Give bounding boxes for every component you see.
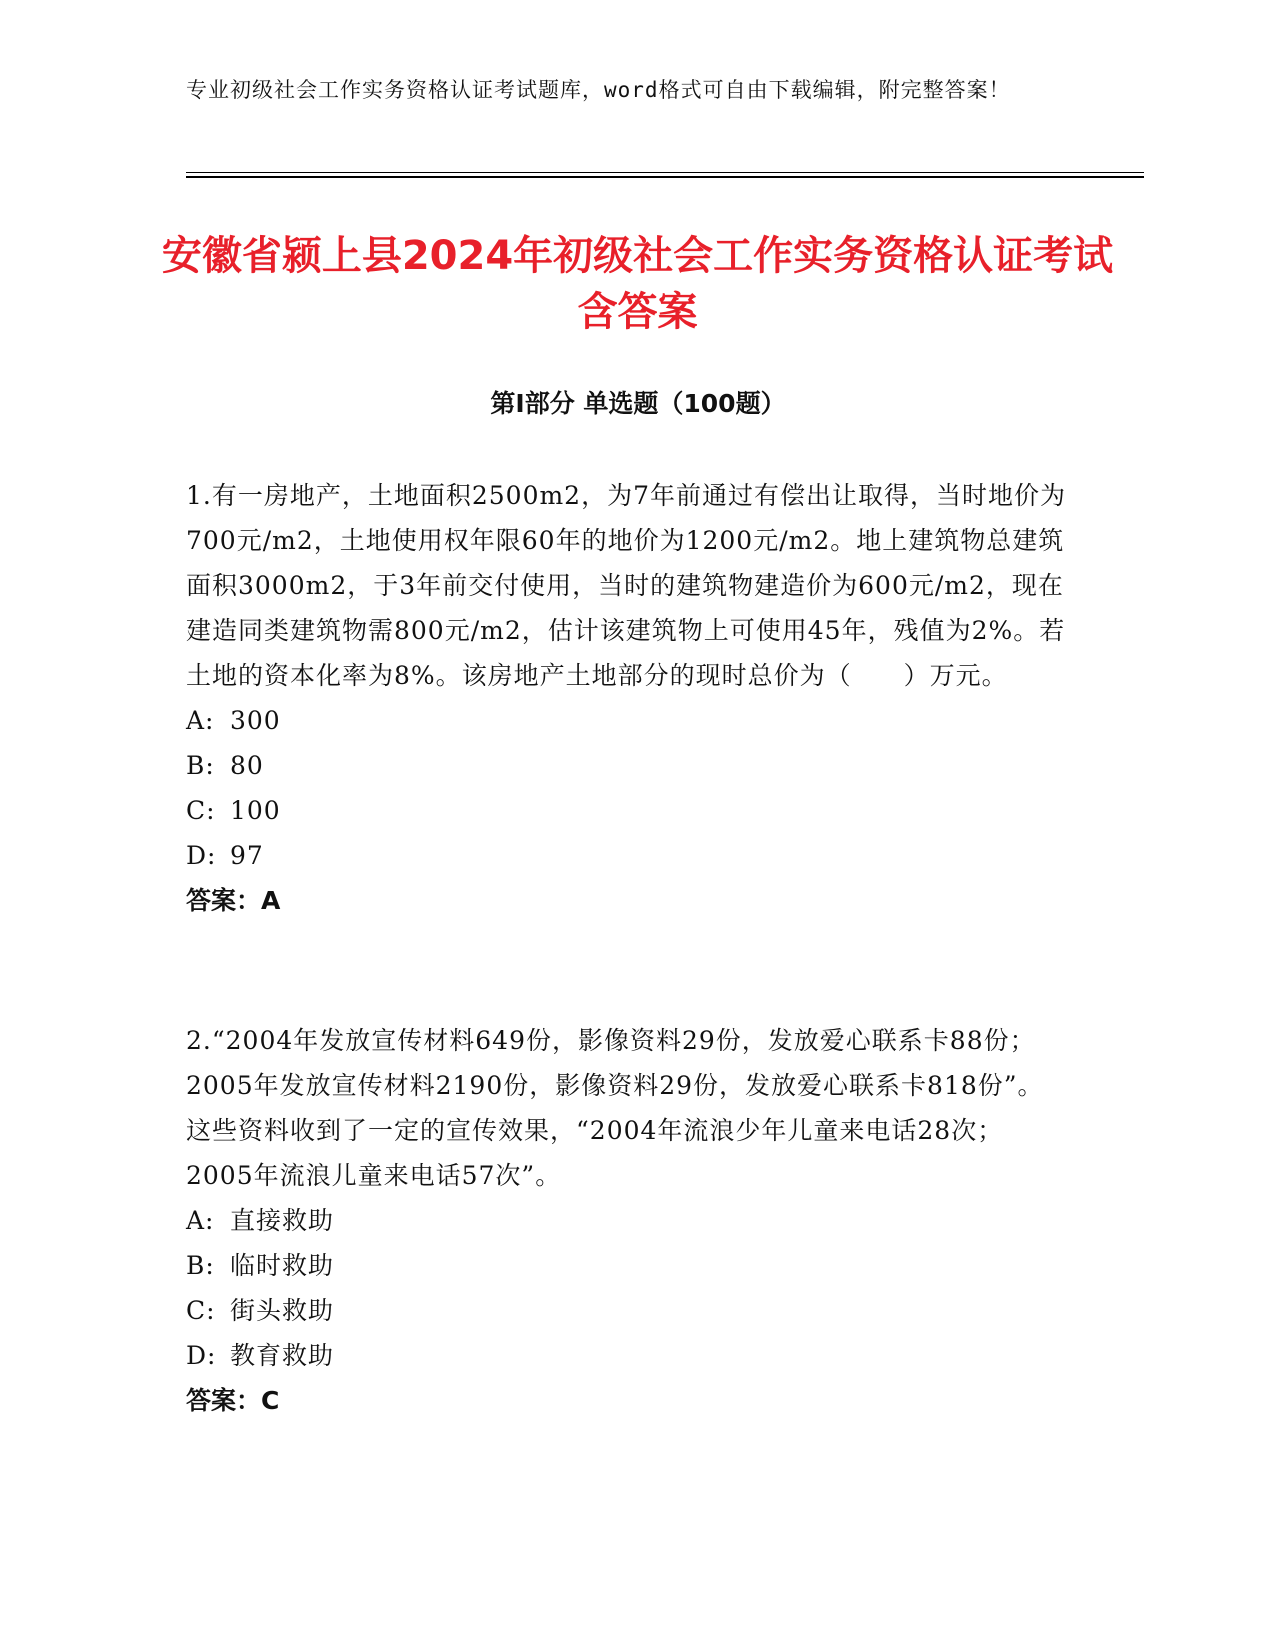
header-note: 专业初级社会工作实务资格认证考试题库，word格式可自由下载编辑，附完整答案！ xyxy=(186,78,1011,102)
question-stem: 2.“2004年发放宣传材料649份，影像资料29份，发放爱心联系卡88份；2005年发放宣传材料2190份，影像资料29份，发放爱心联系卡818份”。这些资料收到了一定的宣传效果，“2004年流浪少年儿童来电话28次；2005年流浪儿童来电话57次”。 xyxy=(186,1026,1044,1190)
section-heading: 第Ⅰ部分 单选题（100题） xyxy=(490,389,786,418)
option-text: 直接救助 xyxy=(230,1206,335,1235)
document-title: 安徽省颍上县2024年初级社会工作实务资格认证考试含答案 xyxy=(161,233,1114,335)
header-rule-thick xyxy=(186,176,1144,178)
option-text: 300 xyxy=(230,706,281,735)
option-b xyxy=(186,743,1066,788)
option-text: 100 xyxy=(230,796,281,825)
option-text: 临时救助 xyxy=(230,1251,335,1280)
option-text: 街头救助 xyxy=(230,1296,335,1325)
option-c xyxy=(186,788,1066,833)
option-text: 教育救助 xyxy=(230,1341,335,1370)
option-b xyxy=(186,1243,1066,1288)
option-letter: B: xyxy=(186,751,215,780)
option-letter: B: xyxy=(186,1251,215,1280)
option-letter: C: xyxy=(186,1296,216,1325)
question-block xyxy=(186,473,1066,923)
answer-line: 答案：A xyxy=(186,886,281,915)
header-rule-thin xyxy=(186,172,1144,173)
option-letter: A: xyxy=(186,1206,215,1235)
option-letter: C: xyxy=(186,796,216,825)
question-stem: 1.有一房地产，土地面积2500m2，为7年前通过有偿出让取得，当时地价为700元/m2，土地使用权年限60年的地价为1200元/m2。地上建筑物总建筑面积3000m2，于3年前交付使用，当时的建筑物建造价为600元/m2，现在建造同类建筑物需800元/m2，估计该建筑物上可使用45年，残值为2%。若土地的资本化率为8%。该房地产土地部分的现时总价为（ ）万元。 xyxy=(186,481,1066,690)
option-d xyxy=(186,833,1066,878)
option-c xyxy=(186,1288,1066,1333)
option-text: 80 xyxy=(230,751,264,780)
option-a xyxy=(186,698,1066,743)
option-a xyxy=(186,1198,1066,1243)
question-block xyxy=(186,1018,1066,1423)
option-letter: A: xyxy=(186,706,215,735)
option-text: 97 xyxy=(230,841,264,870)
option-letter: D: xyxy=(186,841,217,870)
option-d xyxy=(186,1333,1066,1378)
option-letter: D: xyxy=(186,1341,217,1370)
answer-line: 答案：C xyxy=(186,1386,280,1415)
